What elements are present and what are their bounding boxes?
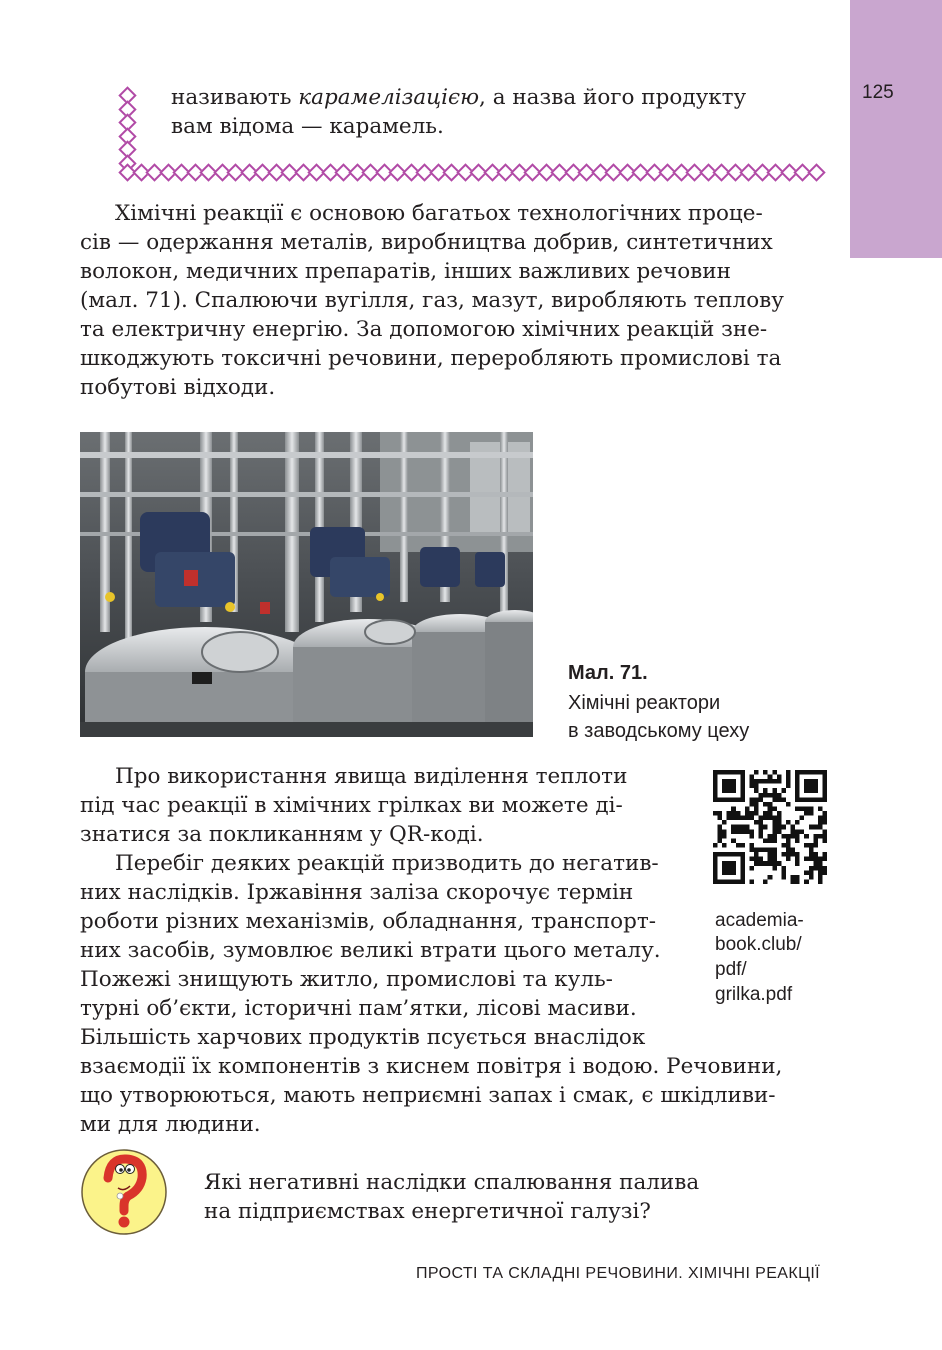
- para1-line: (мал. 71). Спалюючи вугілля, газ, мазут, виробляють теплову: [80, 288, 784, 313]
- figure-label: Мал. 71.: [568, 662, 648, 684]
- para3-line: Пожежі знищують житло, промислові та куль-: [80, 967, 613, 992]
- para3-line: Більшість харчових продуктів псується внаслідок: [80, 1025, 646, 1050]
- para2-line: під час реакції в хімічних грілках ви можете ді-: [80, 793, 623, 818]
- question-line: на підприємствах енергетичної галузі?: [204, 1199, 651, 1224]
- qr-link-line[interactable]: grilka.pdf: [715, 984, 793, 1005]
- para3-line: роботи різних механізмів, обладнання, транспорт-: [80, 909, 657, 934]
- box-line-2: [171, 113, 444, 141]
- box-line-1: [171, 84, 811, 112]
- diamond-ornament: [807, 163, 825, 181]
- para2-line: Про використання явища виділення теплоти: [115, 764, 628, 789]
- box-text: називають: [171, 85, 299, 110]
- para3-line: турні об’єкти, історичні пам’ятки, лісові масиви.: [80, 996, 637, 1021]
- qr-link-line[interactable]: pdf/: [715, 959, 747, 980]
- figure-caption-line: в заводському цеху: [568, 720, 750, 742]
- para1-line: шкоджують токсичні речовини, переробляють промислові та: [80, 346, 782, 371]
- page-tab: [850, 0, 942, 258]
- figure-caption-line: Хімічні реактори: [568, 692, 721, 714]
- para3-line: Перебіг деяких реакцій призводить до негатив-: [115, 851, 659, 876]
- box-text: , а назва його продукту: [479, 85, 747, 110]
- page-number: 125: [862, 82, 894, 103]
- para2-line: знатися за покликанням у QR-коді.: [80, 822, 484, 847]
- question-line: Які негативні наслідки спалювання палива: [204, 1170, 700, 1195]
- qr-link-line[interactable]: book.club/: [715, 934, 802, 955]
- para3-line: них наслідків. Іржавіння заліза скорочує термін: [80, 880, 634, 905]
- para3-line: що утворюються, мають неприємні запах і смак, є шкідливи-: [80, 1083, 776, 1108]
- footer-section-title: ПРОСТІ ТА СКЛАДНІ РЕЧОВИНИ. ХІМІЧНІ РЕАКЦІЇ: [416, 1265, 821, 1282]
- para1-line: побутові відходи.: [80, 375, 276, 400]
- para3-line: ми для людини.: [80, 1112, 261, 1137]
- qr-code[interactable]: [713, 770, 827, 884]
- para3-line: них засобів, зумовлює великі втрати цього металу.: [80, 938, 661, 963]
- para3-line: взаємодії їх компонентів з киснем повітря і водою. Речовини,: [80, 1054, 783, 1079]
- para1-line: та електричну енергію. За допомогою хімічних реакцій зне-: [80, 317, 768, 342]
- box-text: вам відома — карамель.: [171, 114, 444, 139]
- para1-line: волокон, медичних препаратів, інших важливих речовин: [80, 259, 731, 284]
- qr-link-line[interactable]: academia-: [715, 910, 804, 931]
- para1-line: Хімічні реакції є основою багатьох технологічних проце-: [115, 201, 763, 226]
- box-term-italic: карамелізацією: [298, 85, 480, 110]
- reactors-photo: [80, 432, 533, 737]
- para1-line: сів — одержання металів, виробництва добрив, синтетичних: [80, 230, 773, 255]
- question-icon: [80, 1148, 168, 1236]
